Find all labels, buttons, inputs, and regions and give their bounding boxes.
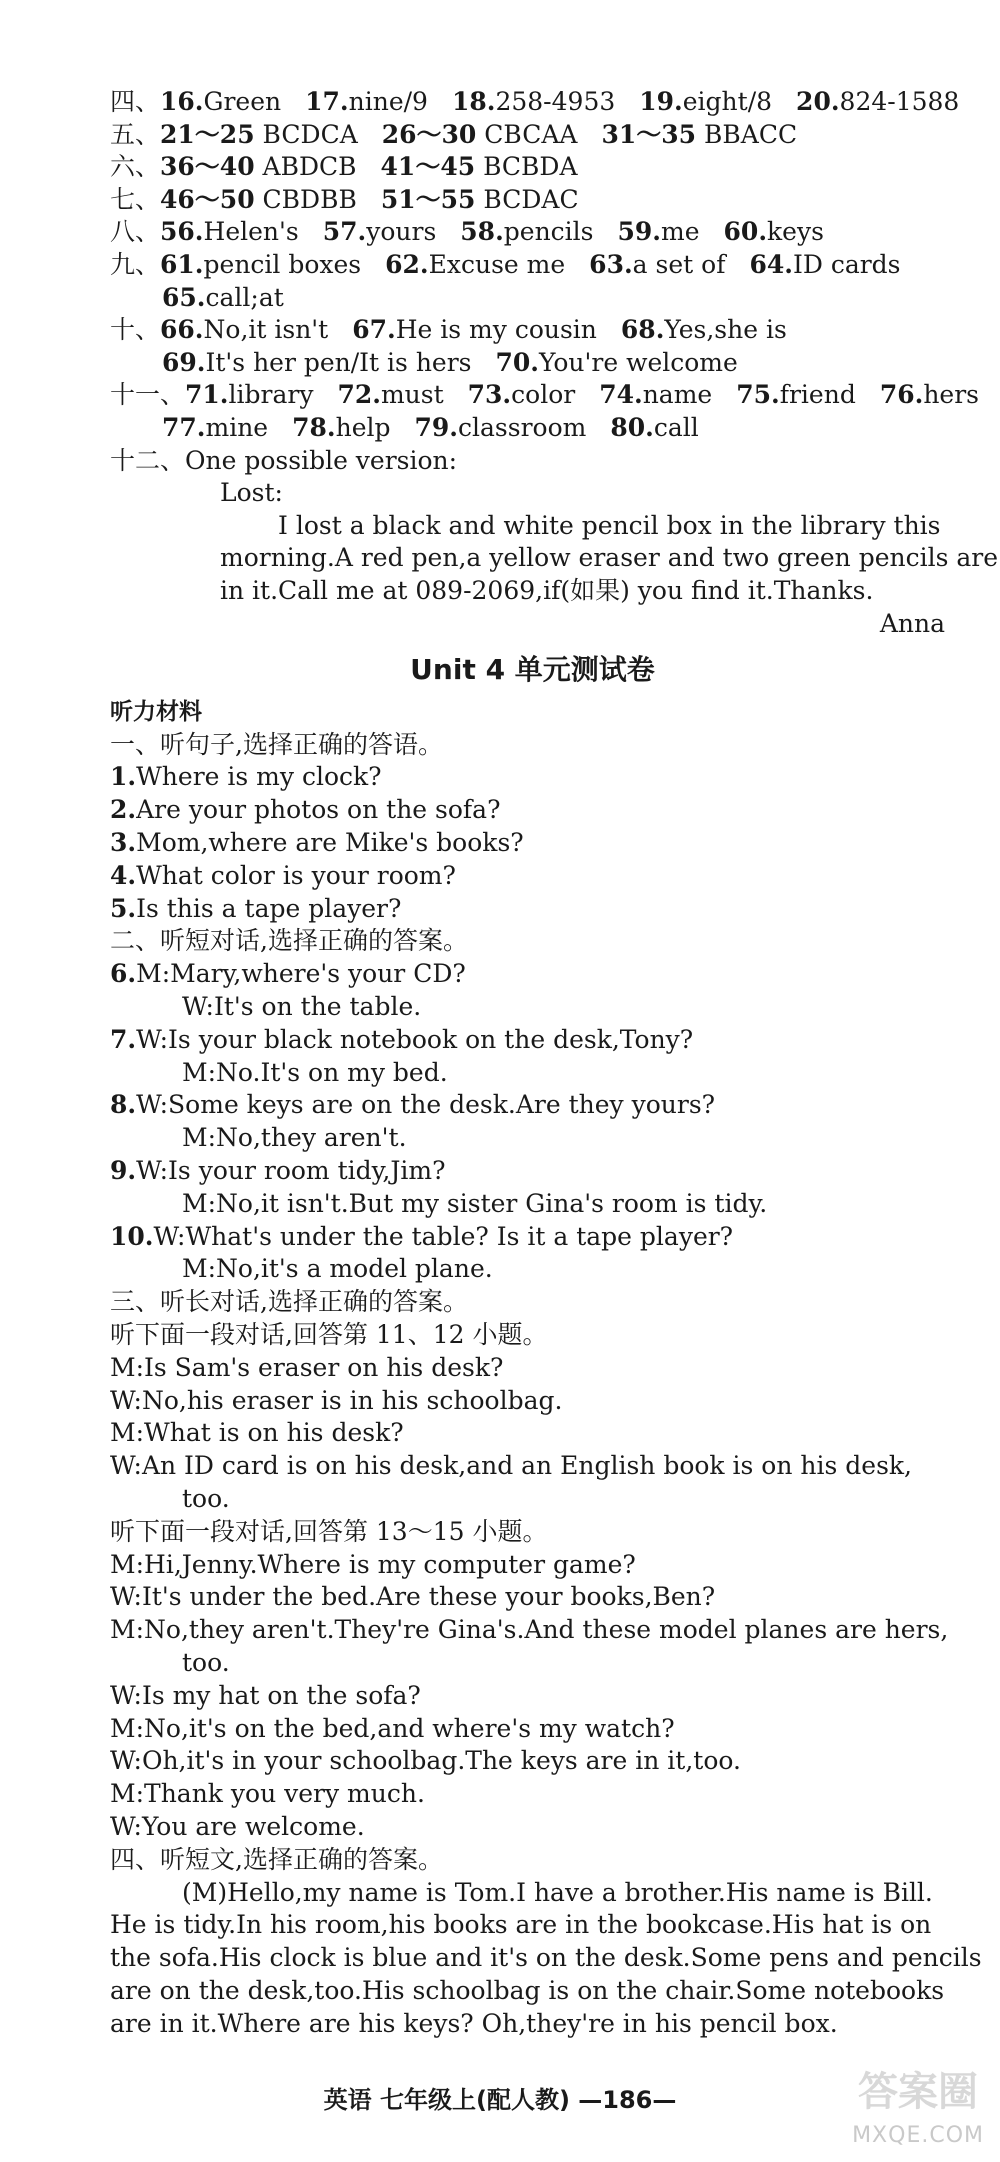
listening-line: W:An ID card is on his desk,and an English book is on his desk, <box>110 1451 912 1481</box>
essay-signature: Anna <box>879 608 945 638</box>
answer-value: Excuse me <box>428 249 566 279</box>
answer-key: 36～40 <box>160 152 255 182</box>
answer-line-section-10 <box>110 314 955 347</box>
listening-line: M:No,it isn't.But my sister Gina's room is tidy. <box>182 1188 768 1218</box>
answer-key: 17. <box>305 87 349 116</box>
listening-heading: 听力材料 <box>110 699 202 726</box>
listening-line: 4.What color is your room? <box>110 860 456 890</box>
answer-key: 65. <box>162 282 206 312</box>
answer-line-section-7 <box>110 184 955 217</box>
answer-value: nine/9 <box>348 87 428 116</box>
answer-line-section-12 <box>110 445 955 478</box>
section-number: 九、 <box>110 249 161 279</box>
answer-line-section-8 <box>110 216 955 249</box>
answer-key: 73. <box>467 380 512 410</box>
answer-key: 60. <box>723 217 768 247</box>
answer-line-section-6 <box>110 151 955 184</box>
answer-value: call <box>653 412 699 442</box>
answer-value: must <box>380 380 444 410</box>
answer-key: 61. <box>160 249 204 279</box>
answer-key: 67. <box>352 315 396 345</box>
essay-intro: One possible version: <box>185 445 458 475</box>
answer-value: CBDBB <box>254 184 357 214</box>
listening-line: 10.W:What's under the table? Is it a tape player? <box>110 1221 734 1251</box>
answer-value: ID cards <box>792 249 901 279</box>
listening-line: 8.W:Some keys are on the desk.Are they yours? <box>110 1090 716 1120</box>
answer-value: No,it isn't <box>203 315 329 345</box>
answer-key: 59. <box>617 217 662 247</box>
answer-value: name <box>642 380 713 410</box>
answer-value: classroom <box>458 412 587 442</box>
section-number: 十、 <box>110 315 161 345</box>
answer-key: 51～55 <box>380 184 476 214</box>
answer-key: 62. <box>385 249 429 279</box>
answer-line-section-11 <box>110 379 980 412</box>
answer-value: 258-4953 <box>495 87 616 116</box>
answer-value: You're welcome <box>539 347 738 377</box>
essay-line-1: I lost a black and white pencil box in the library this <box>278 510 941 540</box>
watermark-site: MXQE.COM <box>852 2123 984 2148</box>
answer-key: 26～30 <box>381 119 477 149</box>
answer-value: BBACC <box>696 119 798 149</box>
answer-key: 63. <box>589 249 633 279</box>
answer-value: color <box>511 380 576 410</box>
answer-value: mine <box>205 412 269 442</box>
watermark <box>830 2052 990 2152</box>
section-number: 六、 <box>110 152 161 182</box>
listening-line: M:Is Sam's eraser on his desk? <box>110 1352 504 1382</box>
answer-key: 77. <box>162 412 206 442</box>
section-number: 十一、 <box>110 380 186 410</box>
section-number: 七、 <box>110 184 161 214</box>
listening-line: W:Is my hat on the sofa? <box>110 1680 421 1710</box>
answer-value: Helen's <box>203 217 299 247</box>
answer-key: 21～25 <box>160 119 255 149</box>
answer-key: 71. <box>185 380 229 410</box>
listening-line: W:It's under the bed.Are these your books,Ben? <box>110 1582 716 1612</box>
answer-value: eight/8 <box>682 87 773 116</box>
answer-value: friend <box>779 380 856 410</box>
answer-value: BCDCA <box>254 119 358 149</box>
listening-line: 3.Mom,where are Mike's books? <box>110 828 524 858</box>
listening-line: 听下面一段对话,回答第 11、12 小题。 <box>110 1320 548 1350</box>
listening-line: M:No,it's on the bed,and where's my watch? <box>110 1713 675 1743</box>
section-number: 五、 <box>110 119 161 149</box>
answer-key: 16. <box>160 87 204 116</box>
listening-line: too. <box>182 1484 230 1514</box>
answer-key: 20. <box>796 87 840 116</box>
answer-key: 58. <box>460 217 504 247</box>
answer-value: me <box>661 217 700 247</box>
listening-line: 三、听长对话,选择正确的答案。 <box>110 1287 468 1317</box>
listening-line: are on the desk,too.His schoolbag is on the chair.Some notebooks <box>110 1975 945 2005</box>
listening-line: W:No,his eraser is in his schoolbag. <box>110 1385 563 1415</box>
answer-key: 78. <box>292 412 336 442</box>
answer-key: 69. <box>162 347 206 377</box>
answer-key: 41～45 <box>380 152 476 182</box>
answer-value: BCDAC <box>475 184 579 214</box>
essay-line-3: in it.Call me at 089-2069,if(如果) you find it.Thanks. <box>220 575 874 605</box>
answer-value: He is my cousin <box>395 315 597 345</box>
answer-key: 19. <box>639 87 683 116</box>
answer-value: pencils <box>503 217 594 247</box>
answer-key: 74. <box>599 380 643 410</box>
answer-key: 80. <box>610 412 654 442</box>
listening-line: too. <box>182 1648 230 1677</box>
listening-line: 一、听句子,选择正确的答语。 <box>110 729 443 759</box>
page-footer: 英语 七年级上(配人教) —186— <box>323 2086 677 2114</box>
essay-title: Lost: <box>220 478 283 508</box>
listening-line: He is tidy.In his room,his books are in the bookcase.His hat is on <box>110 1910 932 1940</box>
answer-value: pencil boxes <box>203 249 362 279</box>
answer-key: 56. <box>160 217 204 247</box>
listening-line: 6.M:Mary,where's your CD? <box>110 959 466 989</box>
listening-line: 四、听短文,选择正确的答案。 <box>110 1844 443 1874</box>
listening-line: M:No,they aren't. <box>182 1123 407 1153</box>
listening-line: 二、听短对话,选择正确的答案。 <box>110 926 468 956</box>
section-number: 十二、 <box>110 445 186 475</box>
listening-line: W:It's on the table. <box>182 992 422 1022</box>
answer-key: 68. <box>620 315 665 345</box>
answer-value: 824-1588 <box>839 87 960 116</box>
answer-value: yours <box>366 217 437 247</box>
answer-value: library <box>228 380 314 410</box>
listening-line: 9.W:Is your room tidy,Jim? <box>110 1156 446 1186</box>
answer-line-section-5 <box>110 119 955 152</box>
answer-line-section-9 <box>110 249 955 282</box>
listening-line: M:No,they aren't.They're Gina's.And these model planes are hers, <box>110 1615 949 1645</box>
listening-line: (M)Hello,my name is Tom.I have a brother.His name is Bill. <box>182 1877 933 1907</box>
listening-line: W:Oh,it's in your schoolbag.The keys are in it,too. <box>110 1746 741 1776</box>
section-number: 八、 <box>110 217 161 247</box>
listening-line: 1.Where is my clock? <box>110 762 382 792</box>
listening-line: 听下面一段对话,回答第 13～15 小题。 <box>110 1516 548 1546</box>
answer-value: hers <box>923 380 980 410</box>
answer-value: BCBDA <box>475 152 578 182</box>
listening-line: the sofa.His clock is blue and it's on the desk.Some pens and pencils <box>110 1943 982 1973</box>
answer-key: 76. <box>879 380 924 410</box>
answer-key: 79. <box>414 412 459 442</box>
listening-line: M:Thank you very much. <box>110 1779 425 1809</box>
answer-value: Green <box>203 87 282 116</box>
answer-line-section-4 <box>110 86 960 119</box>
answer-key: 70. <box>495 347 540 377</box>
answer-key: 46～50 <box>160 184 255 214</box>
essay-line-2: morning.A red pen,a yellow eraser and two green pencils are <box>220 543 999 573</box>
answer-value: It's her pen/It is hers <box>205 347 472 377</box>
unit-title: Unit 4 单元测试卷 <box>410 653 655 687</box>
answer-line-section-11-cont <box>110 412 955 445</box>
answer-value: Yes,she is <box>664 315 787 345</box>
answer-line-section-9-cont <box>110 282 955 315</box>
answer-key: 75. <box>736 380 780 410</box>
answer-line-section-10-cont <box>110 347 955 380</box>
listening-line: W:You are welcome. <box>110 1811 365 1841</box>
listening-line: 2.Are your photos on the sofa? <box>110 795 501 825</box>
listening-line: 7.W:Is your black notebook on the desk,Tony? <box>110 1024 694 1054</box>
answer-key: 57. <box>322 217 367 247</box>
answer-key: 72. <box>337 380 381 410</box>
answer-key: 66. <box>160 315 204 345</box>
answer-key: 18. <box>451 87 496 116</box>
listening-line: M:What is on his desk? <box>110 1418 404 1448</box>
listening-line: M:No.It's on my bed. <box>182 1057 448 1087</box>
watermark-logo: 答案圈 <box>858 2069 978 2115</box>
listening-line: M:Hi,Jenny.Where is my computer game? <box>110 1549 636 1579</box>
listening-line: are in it.Where are his keys? Oh,they're in his pencil box. <box>110 2008 838 2038</box>
listening-line: 5.Is this a tape player? <box>110 893 402 923</box>
answer-value: CBCAA <box>476 119 578 149</box>
section-number: 四、 <box>110 87 161 116</box>
answer-key: 64. <box>749 249 793 279</box>
listening-material <box>110 729 982 2041</box>
answer-key: 31～35 <box>601 119 697 149</box>
answer-value: keys <box>767 217 824 247</box>
answer-value: a set of <box>632 249 726 279</box>
listening-line: M:No,it's a model plane. <box>182 1254 493 1284</box>
answer-value: call;at <box>205 282 284 312</box>
answer-value: help <box>335 412 391 442</box>
page-content <box>110 86 999 2041</box>
answer-value: ABDCB <box>254 152 357 182</box>
